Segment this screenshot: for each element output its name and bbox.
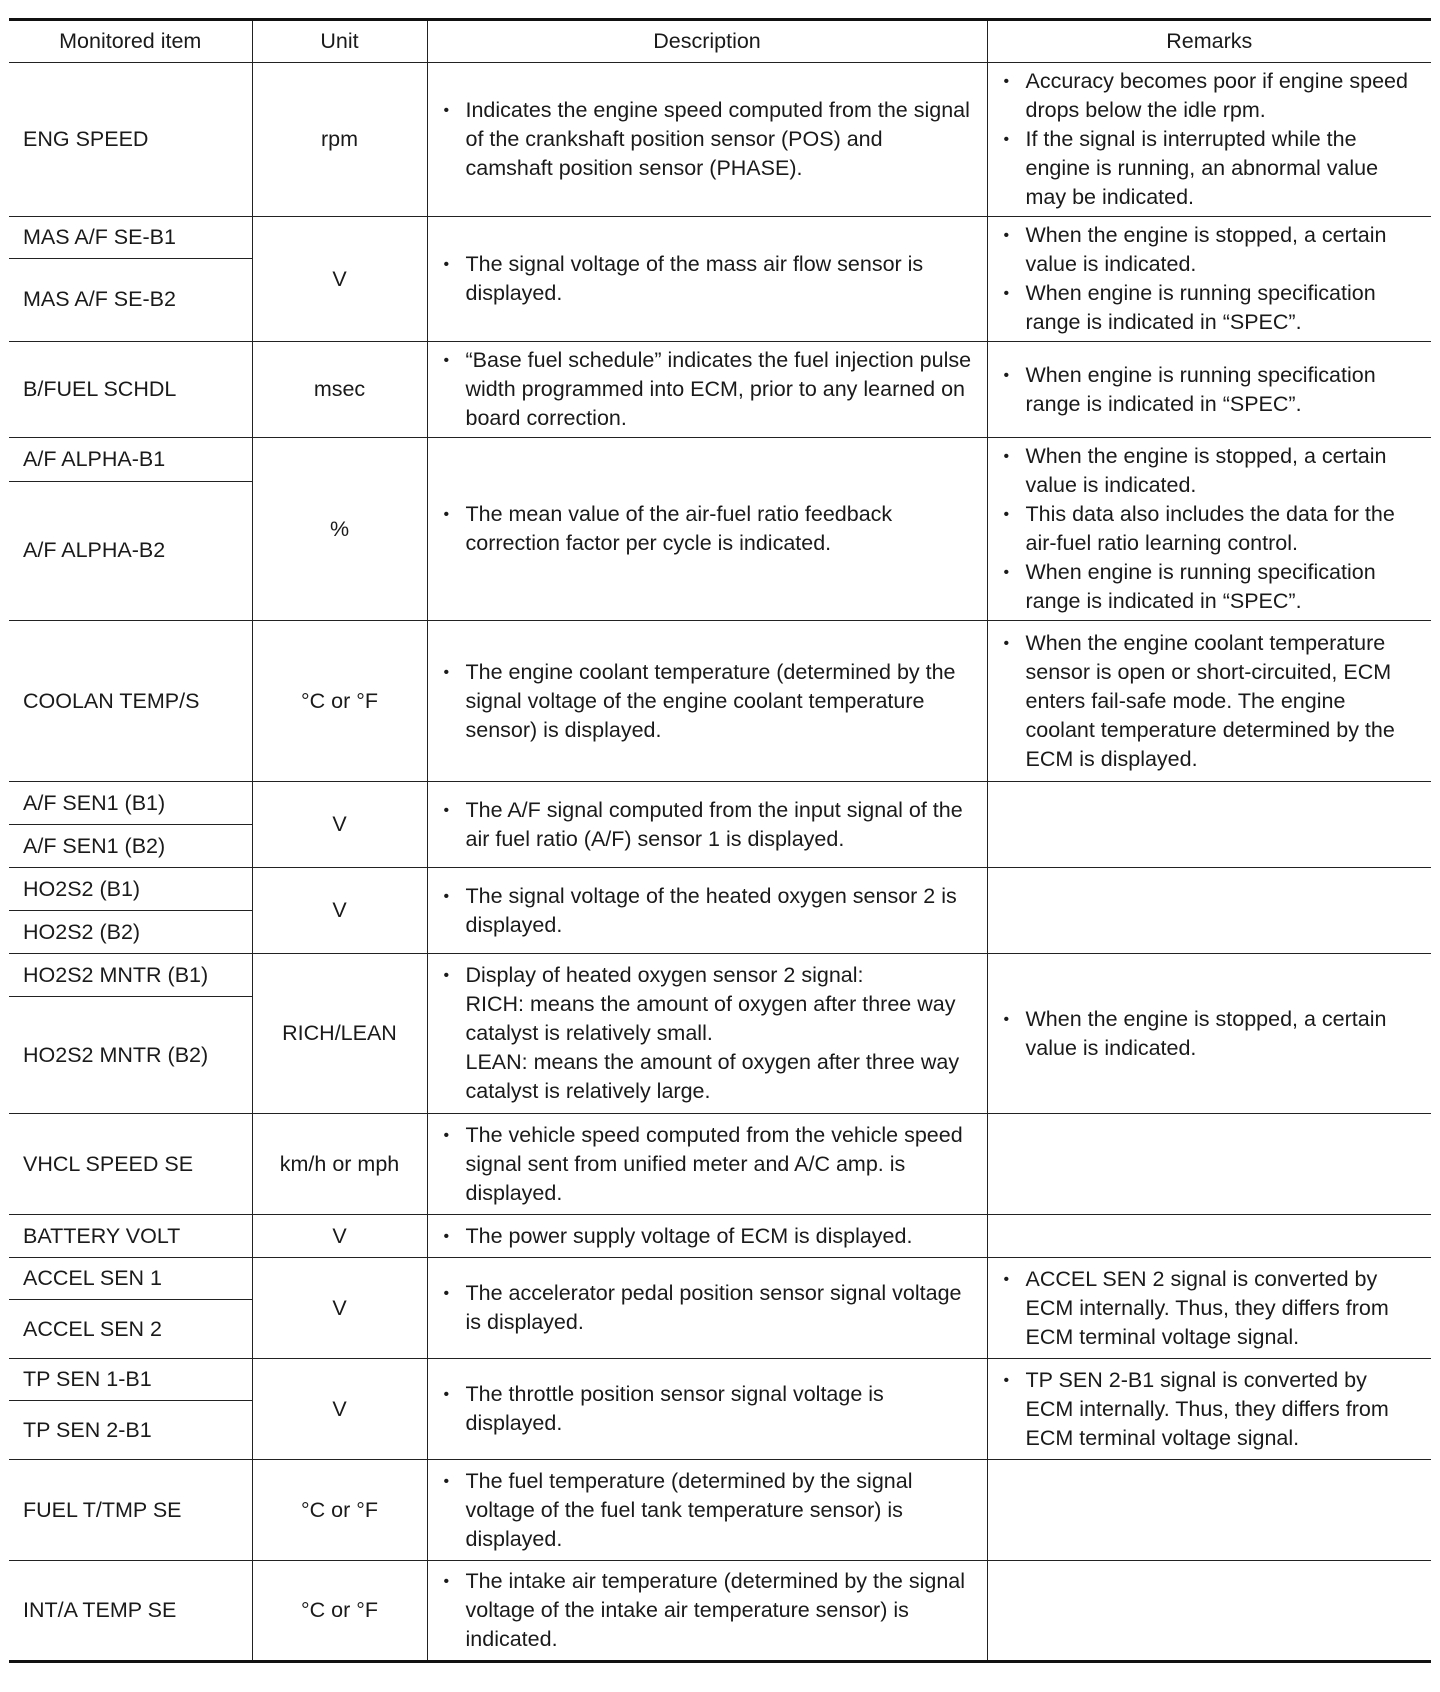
table-row: [9, 1561, 1431, 1662]
monitored-item: TP SEN 1-B1: [9, 1359, 252, 1401]
remark-bullet: • When the engine is stopped, a certain value is indicated.: [1002, 1005, 1418, 1063]
remark-bullet: • ACCEL SEN 2 signal is converted by ECM internally. Thus, they differs from ECM terminal voltage signal.: [1002, 1265, 1418, 1352]
remark-bullet: • When engine is running specification range is indicated in “SPEC”.: [1002, 279, 1418, 337]
remarks-cell: [987, 1258, 1431, 1359]
description-cell: [427, 868, 987, 954]
table-row: [9, 342, 1431, 438]
monitored-item: MAS A/F SE-B2: [9, 258, 252, 341]
description-cell: [427, 954, 987, 1114]
unit-cell: rpm: [252, 63, 427, 217]
remarks-cell: [987, 63, 1431, 217]
table-row: [9, 621, 1431, 782]
remarks-cell: [987, 1460, 1431, 1561]
table-row: [9, 868, 1431, 911]
table-row: [9, 1359, 1431, 1401]
monitor-item-table: [9, 18, 1431, 1663]
description-bullet: • The signal voltage of the heated oxygen sensor 2 is displayed.: [442, 882, 973, 940]
remarks-cell: [987, 1114, 1431, 1215]
description-bullet: • Indicates the engine speed computed from the signal of the crankshaft position sensor (POS) and camshaft position sensor (PHASE).: [442, 96, 973, 183]
table-row: [9, 954, 1431, 997]
monitored-item: MAS A/F SE-B1: [9, 217, 252, 259]
remarks-cell: [987, 1561, 1431, 1662]
description-bullet: [442, 961, 973, 1106]
description-cell: [427, 342, 987, 438]
unit-cell: °C or °F: [252, 1460, 427, 1561]
header-remarks: Remarks: [987, 20, 1431, 63]
remark-bullet: • When engine is running specification range is indicated in “SPEC”.: [1002, 558, 1418, 616]
description-bullet: • The accelerator pedal position sensor signal voltage is displayed.: [442, 1279, 973, 1337]
header-unit: Unit: [252, 20, 427, 63]
unit-cell: V: [252, 217, 427, 342]
remark-bullet: • If the signal is interrupted while the engine is running, an abnormal value may be indicated.: [1002, 125, 1418, 212]
table-row: [9, 1258, 1431, 1300]
description-cell: [427, 1359, 987, 1460]
unit-cell: V: [252, 868, 427, 954]
remarks-cell: [987, 954, 1431, 1114]
description-bullet: • The A/F signal computed from the input signal of the air fuel ratio (A/F) sensor 1 is displayed.: [442, 796, 973, 854]
description-cell: [427, 217, 987, 342]
description-lean-line: LEAN: means the amount of oxygen after three way catalyst is relatively large.: [465, 1050, 960, 1103]
table-row: [9, 1114, 1431, 1215]
table-row: [9, 63, 1431, 217]
monitored-item: HO2S2 (B1): [9, 868, 252, 911]
table-header-row: [9, 20, 1431, 63]
monitored-item: FUEL T/TMP SE: [9, 1460, 252, 1561]
description-cell: [427, 1114, 987, 1215]
remarks-cell: [987, 1359, 1431, 1460]
description-rich-line: RICH: means the amount of oxygen after three way catalyst is relatively small.: [465, 992, 956, 1045]
unit-cell: RICH/LEAN: [252, 954, 427, 1114]
remark-bullet: • Accuracy becomes poor if engine speed drops below the idle rpm.: [1002, 67, 1418, 125]
unit-cell: V: [252, 1215, 427, 1258]
table-row: [9, 1215, 1431, 1258]
monitored-item: HO2S2 MNTR (B1): [9, 954, 252, 997]
remarks-cell: [987, 342, 1431, 438]
monitored-item: HO2S2 (B2): [9, 911, 252, 954]
remarks-cell: [987, 782, 1431, 868]
remark-bullet: • When the engine coolant temperature sensor is open or short-circuited, ECM enters fail-safe mode. The engine coolant temperature determined by the ECM is displayed.: [1002, 629, 1418, 774]
monitored-item: BATTERY VOLT: [9, 1215, 252, 1258]
unit-cell: km/h or mph: [252, 1114, 427, 1215]
table-row: [9, 438, 1431, 482]
table-row: [9, 217, 1431, 259]
remark-bullet: • TP SEN 2-B1 signal is converted by ECM internally. Thus, they differs from ECM terminal voltage signal.: [1002, 1366, 1418, 1453]
description-bullet: • The vehicle speed computed from the vehicle speed signal sent from unified meter and A/C amp. is displayed.: [442, 1121, 973, 1208]
table-row: [9, 782, 1431, 825]
description-bullet: • The fuel temperature (determined by the signal voltage of the fuel tank temperature sensor) is displayed.: [442, 1467, 973, 1554]
monitored-item: TP SEN 2-B1: [9, 1401, 252, 1460]
remark-bullet: • When the engine is stopped, a certain value is indicated.: [1002, 442, 1418, 500]
description-bullet: • The throttle position sensor signal voltage is displayed.: [442, 1380, 973, 1438]
description-text: • Display of heated oxygen sensor 2 signal:: [465, 963, 864, 987]
unit-cell: %: [252, 438, 427, 621]
description-bullet: • “Base fuel schedule” indicates the fuel injection pulse width programmed into ECM, prior to any learned on board correction.: [442, 346, 973, 433]
remark-bullet: • When the engine is stopped, a certain value is indicated.: [1002, 221, 1418, 279]
monitored-item: INT/A TEMP SE: [9, 1561, 252, 1662]
description-cell: [427, 1258, 987, 1359]
description-bullet: • The intake air temperature (determined by the signal voltage of the intake air temperature sensor) is indicated.: [442, 1567, 973, 1654]
monitored-item: VHCL SPEED SE: [9, 1114, 252, 1215]
description-bullet: • The engine coolant temperature (determined by the signal voltage of the engine coolant temperature sensor) is displayed.: [442, 658, 973, 745]
remark-bullet: • When engine is running specification range is indicated in “SPEC”.: [1002, 361, 1418, 419]
monitored-item: A/F SEN1 (B1): [9, 782, 252, 825]
remarks-cell: [987, 621, 1431, 782]
monitored-item: ACCEL SEN 1: [9, 1258, 252, 1300]
description-cell: [427, 782, 987, 868]
description-cell: [427, 1460, 987, 1561]
unit-cell: V: [252, 1359, 427, 1460]
monitored-item: A/F ALPHA-B2: [9, 481, 252, 620]
description-cell: [427, 621, 987, 782]
remarks-cell: [987, 868, 1431, 954]
table-row: [9, 1460, 1431, 1561]
unit-cell: °C or °F: [252, 1561, 427, 1662]
unit-cell: °C or °F: [252, 621, 427, 782]
description-cell: [427, 63, 987, 217]
remark-bullet: • This data also includes the data for the air-fuel ratio learning control.: [1002, 500, 1418, 558]
monitored-item: HO2S2 MNTR (B2): [9, 997, 252, 1114]
description-bullet: • The mean value of the air-fuel ratio feedback correction factor per cycle is indicated.: [442, 500, 973, 558]
remarks-cell: [987, 217, 1431, 342]
description-cell: [427, 1561, 987, 1662]
description-bullet: • The signal voltage of the mass air flow sensor is displayed.: [442, 250, 973, 308]
header-monitored-item: Monitored item: [9, 20, 252, 63]
monitored-item: ACCEL SEN 2: [9, 1300, 252, 1359]
unit-cell: msec: [252, 342, 427, 438]
remarks-cell: [987, 1215, 1431, 1258]
header-description: Description: [427, 20, 987, 63]
remarks-cell: [987, 438, 1431, 621]
unit-cell: V: [252, 1258, 427, 1359]
monitored-item: COOLAN TEMP/S: [9, 621, 252, 782]
monitored-item: A/F SEN1 (B2): [9, 825, 252, 868]
monitored-item: ENG SPEED: [9, 63, 252, 217]
monitored-item: A/F ALPHA-B1: [9, 438, 252, 482]
description-bullet: • The power supply voltage of ECM is displayed.: [442, 1222, 973, 1251]
description-cell: [427, 438, 987, 621]
monitored-item: B/FUEL SCHDL: [9, 342, 252, 438]
description-cell: [427, 1215, 987, 1258]
unit-cell: V: [252, 782, 427, 868]
